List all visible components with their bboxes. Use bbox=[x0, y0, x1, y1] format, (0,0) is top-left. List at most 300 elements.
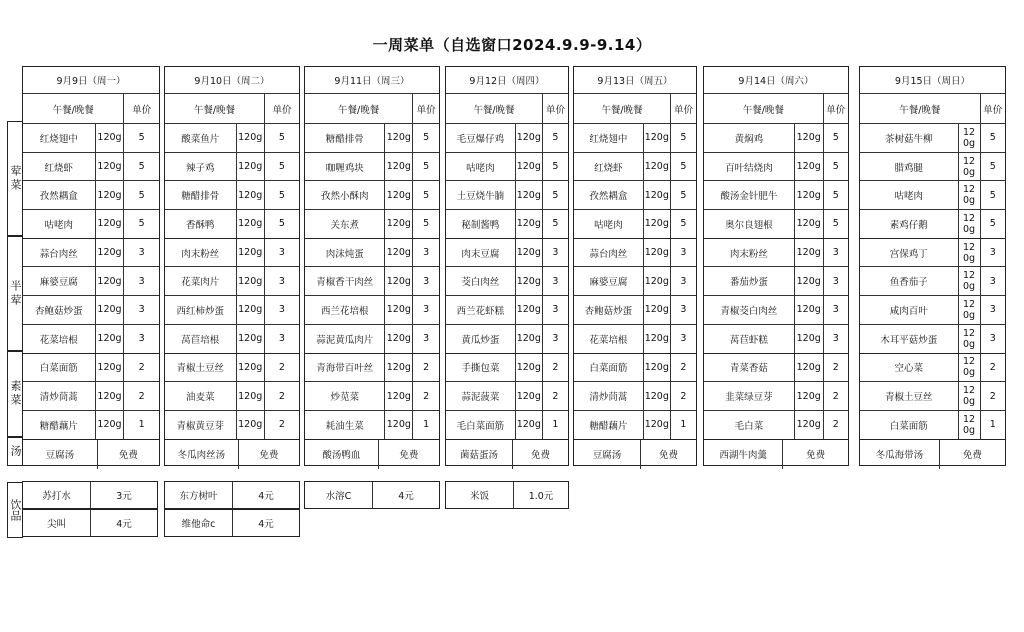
meal-header: 午餐/晚餐 bbox=[23, 94, 124, 123]
dish-weight: 120g bbox=[385, 382, 413, 410]
menu-row bbox=[860, 153, 1005, 182]
price-header: 单价 bbox=[983, 104, 1003, 116]
menu-row bbox=[23, 153, 159, 182]
menu-row bbox=[446, 210, 568, 239]
dish-weight: 120g bbox=[516, 267, 543, 295]
dish-price: 3 bbox=[278, 333, 285, 345]
dish-weight: 120g bbox=[644, 153, 671, 181]
dish-price: 5 bbox=[423, 132, 430, 144]
dish-name: 鱼香茄子 bbox=[860, 267, 959, 295]
dish-name: 孜然小酥肉 bbox=[305, 181, 385, 209]
menu-row bbox=[860, 239, 1005, 268]
menu-row bbox=[704, 267, 848, 296]
dish-weight: 120g bbox=[795, 181, 824, 209]
soup-name: 冬瓜海带汤 bbox=[860, 440, 940, 469]
menu-row bbox=[446, 153, 568, 182]
dish-price: 5 bbox=[989, 161, 996, 173]
dish-weight: 120g bbox=[516, 210, 543, 238]
dish-name: 韭菜绿豆芽 bbox=[704, 382, 795, 410]
dish-name: 花菜培根 bbox=[574, 325, 644, 353]
dish-name: 肉末豆腐 bbox=[446, 239, 516, 267]
menu-row bbox=[23, 124, 159, 153]
dish-name: 花菜培根 bbox=[23, 325, 96, 353]
menu-row bbox=[860, 267, 1005, 296]
menu-row bbox=[446, 325, 568, 354]
dish-price: 3 bbox=[423, 275, 430, 287]
dish-name: 莴苣虾糕 bbox=[704, 325, 795, 353]
dish-weight: 120g bbox=[795, 325, 824, 353]
day-header: 9月14日（周六） bbox=[704, 67, 848, 94]
dish-name: 肉沫炖蛋 bbox=[305, 239, 385, 267]
meal-header: 午餐/晚餐 bbox=[860, 94, 981, 123]
menu-row bbox=[165, 411, 299, 440]
soup-price: 免费 bbox=[259, 450, 279, 462]
dish-name: 红烧虾 bbox=[574, 153, 644, 181]
dish-name: 香酥鸭 bbox=[165, 210, 237, 238]
dish-price: 5 bbox=[552, 218, 559, 230]
dish-price: 5 bbox=[832, 218, 839, 230]
dish-name: 白菜面筋 bbox=[860, 411, 959, 439]
dish-price: 5 bbox=[423, 218, 430, 230]
menu-row bbox=[165, 210, 299, 239]
dish-price: 1 bbox=[423, 419, 430, 431]
menu-row bbox=[704, 354, 848, 383]
menu-row bbox=[23, 325, 159, 354]
dish-name: 肉末粉丝 bbox=[704, 239, 795, 267]
dish-price: 5 bbox=[138, 161, 145, 173]
meal-header: 午餐/晚餐 bbox=[704, 94, 824, 123]
menu-row bbox=[165, 382, 299, 411]
dish-name: 肉末粉丝 bbox=[165, 239, 237, 267]
drink-item bbox=[22, 509, 158, 537]
menu-row bbox=[574, 124, 696, 153]
dish-weight: 120g bbox=[795, 239, 824, 267]
dish-weight: 120g bbox=[795, 411, 824, 439]
menu-row bbox=[860, 411, 1005, 440]
dish-price: 2 bbox=[552, 361, 559, 373]
dish-name: 素鸡仔鹅 bbox=[860, 210, 959, 238]
day-block bbox=[703, 66, 849, 466]
dish-name: 黄焖鸡 bbox=[704, 124, 795, 152]
menu-row bbox=[305, 411, 439, 440]
dish-weight: 120g bbox=[237, 411, 265, 439]
dish-name: 土豆烧牛腩 bbox=[446, 181, 516, 209]
dish-weight: 120g bbox=[385, 181, 413, 209]
dish-weight: 120g bbox=[96, 124, 125, 152]
dish-price: 2 bbox=[423, 361, 430, 373]
menu-row bbox=[574, 382, 696, 411]
menu-row bbox=[860, 181, 1005, 210]
dish-price: 5 bbox=[278, 189, 285, 201]
dish-weight: 120g bbox=[516, 382, 543, 410]
soup-row bbox=[704, 440, 848, 469]
menu-row bbox=[574, 411, 696, 440]
menu-row bbox=[23, 181, 159, 210]
dish-name: 蒜泥黄瓜肉片 bbox=[305, 325, 385, 353]
dish-weight: 120g bbox=[959, 411, 981, 439]
dish-name: 孜然耦盒 bbox=[574, 181, 644, 209]
drink-item bbox=[164, 509, 300, 537]
menu-row bbox=[704, 411, 848, 440]
dish-weight: 120g bbox=[959, 296, 981, 324]
dish-name: 酸菜鱼片 bbox=[165, 124, 237, 152]
dish-weight: 120g bbox=[516, 411, 543, 439]
dish-weight: 120g bbox=[795, 296, 824, 324]
dish-name: 糖醋排骨 bbox=[165, 181, 237, 209]
dish-price: 5 bbox=[138, 218, 145, 230]
dish-name: 咕咾肉 bbox=[446, 153, 516, 181]
dish-weight: 120g bbox=[959, 239, 981, 267]
dish-price: 2 bbox=[423, 390, 430, 402]
menu-row bbox=[446, 354, 568, 383]
dish-name: 毛白菜面筋 bbox=[446, 411, 516, 439]
drink-item bbox=[164, 481, 300, 509]
dish-name: 白菜面筋 bbox=[23, 354, 96, 382]
dish-name: 莴苣培根 bbox=[165, 325, 237, 353]
menu-row bbox=[165, 181, 299, 210]
menu-row bbox=[23, 210, 159, 239]
menu-row bbox=[860, 354, 1005, 383]
soup-name: 豆腐汤 bbox=[574, 440, 641, 469]
menu-row bbox=[574, 181, 696, 210]
dish-weight: 120g bbox=[516, 181, 543, 209]
dish-price: 5 bbox=[832, 189, 839, 201]
dish-weight: 120g bbox=[385, 325, 413, 353]
menu-row bbox=[704, 124, 848, 153]
dish-name: 蒜泥菠菜 bbox=[446, 382, 516, 410]
dish-price: 3 bbox=[552, 275, 559, 287]
menu-row bbox=[446, 124, 568, 153]
dish-name: 咕咾肉 bbox=[574, 210, 644, 238]
drink-price: 1.0元 bbox=[528, 491, 554, 502]
sub-header bbox=[305, 94, 439, 124]
drink-name: 苏打水 bbox=[23, 482, 91, 508]
dish-price: 5 bbox=[138, 132, 145, 144]
dish-price: 2 bbox=[278, 390, 285, 402]
dish-price: 3 bbox=[423, 333, 430, 345]
meal-header: 午餐/晚餐 bbox=[574, 94, 671, 123]
sub-header bbox=[704, 94, 848, 124]
dish-name: 青海带百叶丝 bbox=[305, 354, 385, 382]
dish-name: 秘制酱鸭 bbox=[446, 210, 516, 238]
dish-weight: 120g bbox=[959, 382, 981, 410]
dish-price: 2 bbox=[832, 390, 839, 402]
dish-name: 油麦菜 bbox=[165, 382, 237, 410]
dish-price: 3 bbox=[680, 275, 687, 287]
day-header: 9月11日（周三） bbox=[305, 67, 439, 94]
dish-price: 2 bbox=[832, 361, 839, 373]
drink-price: 4元 bbox=[258, 519, 274, 530]
dish-name: 炒苋菜 bbox=[305, 382, 385, 410]
category-meat: 荤菜 bbox=[7, 121, 23, 236]
price-header: 单价 bbox=[545, 104, 565, 116]
dish-price: 2 bbox=[989, 390, 996, 402]
menu-row bbox=[305, 267, 439, 296]
dish-weight: 120g bbox=[516, 153, 543, 181]
category-soup: 汤 bbox=[7, 437, 23, 466]
menu-row bbox=[305, 296, 439, 325]
soup-name: 冬瓜肉丝汤 bbox=[165, 440, 239, 469]
dish-price: 1 bbox=[680, 419, 687, 431]
menu-row bbox=[860, 325, 1005, 354]
dish-price: 3 bbox=[832, 275, 839, 287]
soup-name: 西湖牛肉羹 bbox=[704, 440, 783, 469]
dish-name: 辣子鸡 bbox=[165, 153, 237, 181]
dish-weight: 120g bbox=[237, 325, 265, 353]
dish-weight: 120g bbox=[385, 239, 413, 267]
dish-price: 3 bbox=[552, 304, 559, 316]
dish-weight: 120g bbox=[237, 210, 265, 238]
dish-price: 3 bbox=[423, 247, 430, 259]
dish-price: 1 bbox=[989, 419, 996, 431]
price-header: 单价 bbox=[673, 104, 693, 116]
dish-weight: 120g bbox=[237, 239, 265, 267]
soup-price: 免费 bbox=[531, 450, 551, 462]
dish-name: 麻婆豆腐 bbox=[23, 267, 96, 295]
sub-header bbox=[165, 94, 299, 124]
dish-price: 3 bbox=[680, 333, 687, 345]
dish-name: 百叶结烧肉 bbox=[704, 153, 795, 181]
dish-weight: 120g bbox=[959, 267, 981, 295]
menu-row bbox=[704, 325, 848, 354]
dish-price: 5 bbox=[680, 132, 687, 144]
menu-row bbox=[574, 354, 696, 383]
menu-row bbox=[305, 210, 439, 239]
dish-name: 茶树菇牛柳 bbox=[860, 124, 959, 152]
dish-name: 麻婆豆腐 bbox=[574, 267, 644, 295]
day-block bbox=[445, 66, 569, 466]
dish-name: 咕咾肉 bbox=[860, 181, 959, 209]
dish-name: 手撕包菜 bbox=[446, 354, 516, 382]
drink-name: 尖叫 bbox=[23, 510, 91, 536]
dish-weight: 120g bbox=[96, 267, 125, 295]
menu-row bbox=[860, 296, 1005, 325]
dish-price: 2 bbox=[680, 361, 687, 373]
dish-name: 青椒香干肉丝 bbox=[305, 267, 385, 295]
dish-weight: 120g bbox=[959, 354, 981, 382]
dish-weight: 120g bbox=[237, 354, 265, 382]
dish-price: 3 bbox=[138, 247, 145, 259]
day-block bbox=[22, 66, 160, 466]
drink-name: 米饭 bbox=[446, 482, 514, 508]
dish-weight: 120g bbox=[237, 124, 265, 152]
dish-price: 2 bbox=[680, 390, 687, 402]
dish-weight: 120g bbox=[385, 210, 413, 238]
dish-weight: 120g bbox=[516, 296, 543, 324]
menu-row bbox=[305, 239, 439, 268]
price-header: 单价 bbox=[132, 104, 152, 116]
soup-row bbox=[446, 440, 568, 469]
menu-row bbox=[305, 181, 439, 210]
dish-name: 咕咾肉 bbox=[23, 210, 96, 238]
dish-name: 花菜肉片 bbox=[165, 267, 237, 295]
dish-price: 5 bbox=[680, 161, 687, 173]
dish-weight: 120g bbox=[644, 325, 671, 353]
menu-row bbox=[165, 325, 299, 354]
menu-row bbox=[704, 210, 848, 239]
dish-name: 白菜面筋 bbox=[574, 354, 644, 382]
drink-name: 东方树叶 bbox=[165, 482, 233, 508]
drink-item bbox=[445, 481, 569, 509]
dish-price: 5 bbox=[832, 161, 839, 173]
dish-price: 3 bbox=[680, 247, 687, 259]
dish-name: 西红柿炒蛋 bbox=[165, 296, 237, 324]
soup-price: 免费 bbox=[806, 450, 826, 462]
dish-price: 3 bbox=[989, 247, 996, 259]
menu-row bbox=[305, 325, 439, 354]
day-header: 9月10日（周二） bbox=[165, 67, 299, 94]
dish-weight: 120g bbox=[644, 296, 671, 324]
soup-row bbox=[574, 440, 696, 469]
menu-row bbox=[23, 411, 159, 440]
menu-row bbox=[574, 153, 696, 182]
menu-row bbox=[574, 325, 696, 354]
dish-price: 2 bbox=[552, 390, 559, 402]
dish-weight: 120g bbox=[385, 296, 413, 324]
dish-price: 3 bbox=[138, 275, 145, 287]
dish-name: 空心菜 bbox=[860, 354, 959, 382]
price-header: 单价 bbox=[272, 104, 292, 116]
menu-row bbox=[574, 296, 696, 325]
dish-weight: 120g bbox=[959, 124, 981, 152]
menu-row bbox=[23, 382, 159, 411]
dish-weight: 120g bbox=[644, 354, 671, 382]
dish-price: 3 bbox=[832, 247, 839, 259]
dish-weight: 120g bbox=[795, 354, 824, 382]
drink-item bbox=[304, 481, 440, 509]
dish-weight: 120g bbox=[385, 124, 413, 152]
dish-name: 耗油生菜 bbox=[305, 411, 385, 439]
soup-price: 免费 bbox=[118, 450, 138, 462]
soup-price: 免费 bbox=[659, 450, 679, 462]
dish-price: 5 bbox=[680, 189, 687, 201]
dish-price: 5 bbox=[989, 189, 996, 201]
dish-price: 2 bbox=[278, 361, 285, 373]
soup-name: 豆腐汤 bbox=[23, 440, 98, 469]
sub-header bbox=[23, 94, 159, 124]
dish-weight: 120g bbox=[644, 181, 671, 209]
dish-price: 1 bbox=[552, 419, 559, 431]
dish-price: 3 bbox=[278, 247, 285, 259]
dish-weight: 120g bbox=[237, 153, 265, 181]
dish-price: 3 bbox=[680, 304, 687, 316]
dish-name: 宫保鸡丁 bbox=[860, 239, 959, 267]
dish-weight: 120g bbox=[959, 325, 981, 353]
menu-row bbox=[165, 354, 299, 383]
drink-price: 4元 bbox=[398, 491, 414, 502]
dish-price: 5 bbox=[278, 218, 285, 230]
menu-row bbox=[165, 296, 299, 325]
dish-price: 2 bbox=[138, 361, 145, 373]
dish-price: 3 bbox=[138, 333, 145, 345]
dish-name: 清炒茼蒿 bbox=[574, 382, 644, 410]
dish-price: 3 bbox=[552, 247, 559, 259]
dish-price: 2 bbox=[832, 419, 839, 431]
dish-price: 5 bbox=[552, 132, 559, 144]
drink-name: 水溶C bbox=[305, 482, 373, 508]
dish-price: 2 bbox=[278, 419, 285, 431]
dish-price: 5 bbox=[423, 161, 430, 173]
dish-weight: 120g bbox=[96, 239, 125, 267]
menu-row bbox=[165, 239, 299, 268]
price-header: 单价 bbox=[416, 104, 436, 116]
dish-name: 青椒黄豆芽 bbox=[165, 411, 237, 439]
menu-row bbox=[305, 153, 439, 182]
meal-header: 午餐/晚餐 bbox=[305, 94, 413, 123]
dish-price: 3 bbox=[278, 275, 285, 287]
menu-row bbox=[446, 181, 568, 210]
drink-item bbox=[22, 481, 158, 509]
dish-name: 毛豆爆仔鸡 bbox=[446, 124, 516, 152]
dish-price: 5 bbox=[989, 218, 996, 230]
dish-price: 3 bbox=[989, 333, 996, 345]
dish-weight: 120g bbox=[795, 210, 824, 238]
soup-name: 酸汤鸭血 bbox=[305, 440, 379, 469]
page-title: 一周菜单（自选窗口2024.9.9-9.14） bbox=[372, 36, 652, 54]
dish-weight: 120g bbox=[96, 382, 125, 410]
soup-name: 菌菇蛋汤 bbox=[446, 440, 513, 469]
menu-row bbox=[305, 354, 439, 383]
dish-weight: 120g bbox=[644, 411, 671, 439]
menu-row bbox=[305, 124, 439, 153]
dish-name: 红烧翅中 bbox=[23, 124, 96, 152]
menu-row bbox=[446, 382, 568, 411]
dish-name: 木耳平菇炒蛋 bbox=[860, 325, 959, 353]
menu-row bbox=[446, 411, 568, 440]
dish-weight: 120g bbox=[96, 210, 125, 238]
menu-row bbox=[860, 382, 1005, 411]
dish-price: 2 bbox=[989, 361, 996, 373]
dish-weight: 120g bbox=[237, 382, 265, 410]
dish-weight: 120g bbox=[516, 354, 543, 382]
menu-row bbox=[704, 382, 848, 411]
meal-header: 午餐/晚餐 bbox=[446, 94, 543, 123]
meal-header: 午餐/晚餐 bbox=[165, 94, 265, 123]
dish-weight: 120g bbox=[96, 411, 125, 439]
drink-price: 4元 bbox=[258, 491, 274, 502]
dish-name: 西兰花虾糕 bbox=[446, 296, 516, 324]
day-header: 9月9日（周一） bbox=[23, 67, 159, 94]
day-block bbox=[304, 66, 440, 466]
menu-row bbox=[23, 296, 159, 325]
dish-price: 5 bbox=[278, 161, 285, 173]
menu-row bbox=[165, 124, 299, 153]
dish-weight: 120g bbox=[385, 354, 413, 382]
soup-row bbox=[305, 440, 439, 469]
dish-price: 3 bbox=[423, 304, 430, 316]
sub-header bbox=[860, 94, 1005, 124]
menu-row bbox=[446, 296, 568, 325]
dish-name: 蒜台肉丝 bbox=[574, 239, 644, 267]
dish-price: 3 bbox=[138, 304, 145, 316]
dish-name: 番茄炒蛋 bbox=[704, 267, 795, 295]
dish-name: 糖醋排骨 bbox=[305, 124, 385, 152]
dish-name: 青椒茭白肉丝 bbox=[704, 296, 795, 324]
dish-price: 5 bbox=[423, 189, 430, 201]
dish-name: 孜然耦盒 bbox=[23, 181, 96, 209]
dish-name: 毛白菜 bbox=[704, 411, 795, 439]
dish-weight: 120g bbox=[644, 382, 671, 410]
dish-name: 西兰花培根 bbox=[305, 296, 385, 324]
dish-name: 红烧翅中 bbox=[574, 124, 644, 152]
dish-weight: 120g bbox=[96, 153, 125, 181]
day-header: 9月12日（周四） bbox=[446, 67, 568, 94]
menu-row bbox=[704, 239, 848, 268]
drink-price: 3元 bbox=[116, 491, 132, 502]
price-header: 单价 bbox=[826, 104, 846, 116]
menu-row bbox=[165, 153, 299, 182]
menu-row bbox=[23, 239, 159, 268]
